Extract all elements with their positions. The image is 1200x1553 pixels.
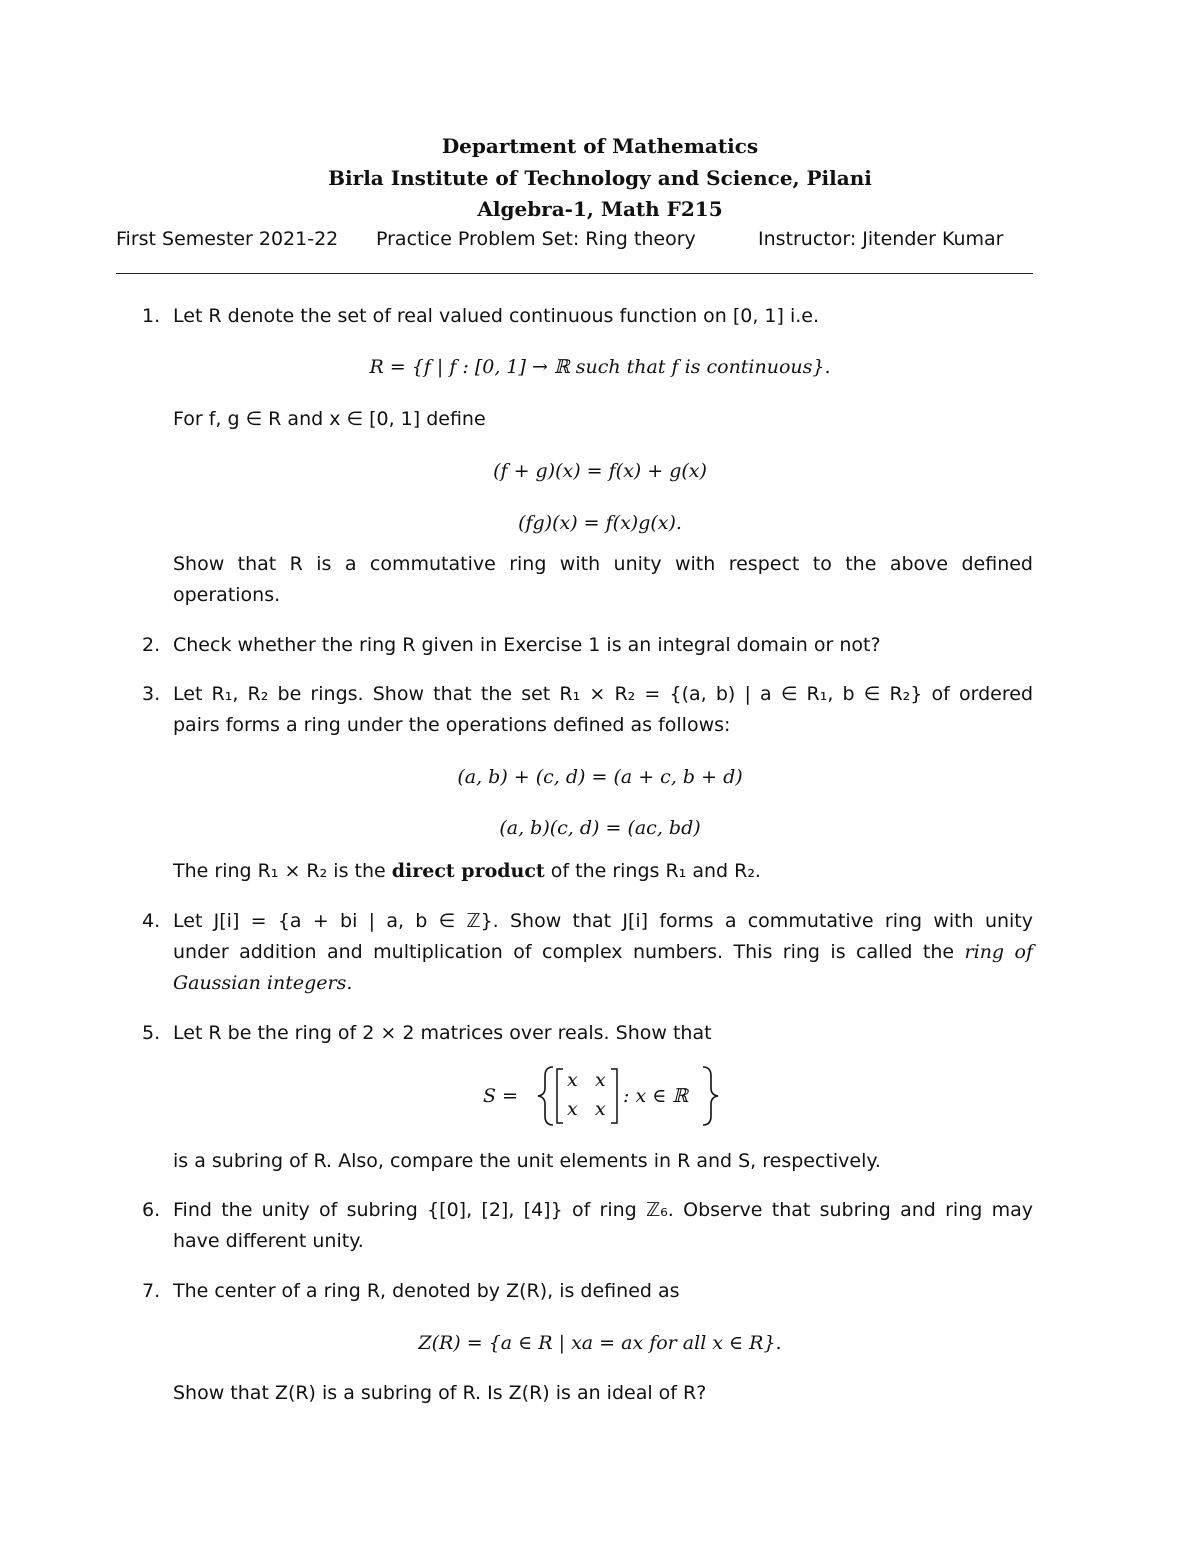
- left-bracket-icon: [555, 1068, 565, 1124]
- display-equation: (a, b)(c, d) = (ac, bd): [499, 817, 701, 839]
- right-brace-icon: [695, 1064, 723, 1128]
- right-bracket-icon: [609, 1068, 619, 1124]
- problem-number: 7.: [142, 1280, 161, 1302]
- problem-text: Show that Z(R) is a subring of R. Is Z(R) is an ideal of R?: [173, 1382, 707, 1404]
- problem-text: operations.: [173, 584, 281, 606]
- display-equation: (fg)(x) = f(x)g(x).: [518, 512, 682, 534]
- problem-text-part: of the rings R₁ and R₂.: [550, 860, 761, 882]
- problem-text: Let R₁, R₂ be rings. Show that the set R₁ × R₂ = {(a, b) | a ∈ R₁, b ∈ R₂} of ordered: [173, 683, 1033, 705]
- matrix-entry: x: [567, 1098, 578, 1120]
- problem-number: 6.: [142, 1199, 161, 1221]
- semester-label: First Semester 2021-22: [116, 228, 339, 250]
- problem-text: The center of a ring R, denoted by Z(R), is defined as: [173, 1280, 680, 1302]
- problem-number: 5.: [142, 1022, 161, 1044]
- problem-text: Let R denote the set of real valued continuous function on [0, 1] i.e.: [173, 305, 820, 327]
- subring-set-display: [483, 1064, 723, 1128]
- problem-text: Let R be the ring of 2 × 2 matrices over reals. Show that: [173, 1022, 712, 1044]
- problem-number: 4.: [142, 910, 161, 932]
- problem-set-title: Practice Problem Set: Ring theory: [376, 228, 696, 250]
- matrix-entry: x: [595, 1098, 606, 1120]
- problem-text: Find the unity of subring {[0], [2], [4]} of ring ℤ₆. Observe that subring and ring may: [173, 1199, 1033, 1221]
- problem-number: 1.: [142, 305, 161, 327]
- problem-text: is a subring of R. Also, compare the unit elements in R and S, respectively.: [173, 1150, 881, 1172]
- problem-text: [173, 858, 761, 884]
- problem-text-part: The ring R₁ × R₂ is the: [173, 860, 386, 882]
- set-condition: : x ∈ ℝ: [623, 1085, 689, 1107]
- matrix-entry: x: [595, 1069, 606, 1091]
- problem-text: pairs forms a ring under the operations defined as follows:: [173, 714, 731, 736]
- problem-text: Check whether the ring R given in Exercise 1 is an integral domain or not?: [173, 634, 881, 656]
- problem-text: Show that R is a commutative ring with unity with respect to the above defined: [173, 553, 1033, 575]
- matrix-entry: x: [567, 1069, 578, 1091]
- problem-text: For f, g ∈ R and x ∈ [0, 1] define: [173, 408, 486, 430]
- department-heading: Department of Mathematics: [441, 134, 759, 158]
- display-equation: Z(R) = {a ∈ R | xa = ax for all x ∈ R}.: [418, 1332, 782, 1354]
- gaussian-integers-term: Gaussian integers.: [173, 972, 353, 994]
- display-equation: (a, b) + (c, d) = (a + c, b + d): [457, 766, 743, 788]
- direct-product-term: direct product: [391, 860, 545, 882]
- problem-text: Let J[i] = {a + bi | a, b ∈ ℤ}. Show that J[i] forms a commutative ring with unity: [173, 910, 1033, 932]
- problem-text: have different unity.: [173, 1230, 364, 1252]
- problem-number: 2.: [142, 634, 161, 656]
- problem-number: 3.: [142, 683, 161, 705]
- instructor-label: Instructor: Jitender Kumar: [758, 228, 1004, 250]
- institute-heading: Birla Institute of Technology and Science, Pilani: [328, 166, 872, 190]
- ring-of-term: ring of: [964, 941, 1034, 963]
- problem-text-part: under addition and multiplication of complex numbers. This ring is called the: [173, 941, 955, 963]
- display-equation: (f + g)(x) = f(x) + g(x): [493, 460, 707, 482]
- problem-text: [173, 939, 1033, 965]
- set-name: S =: [483, 1085, 518, 1107]
- course-heading: Algebra-1, Math F215: [477, 197, 723, 221]
- header-divider: [116, 273, 1033, 274]
- display-equation: R = {f | f : [0, 1] → ℝ such that f is continuous}.: [369, 356, 831, 378]
